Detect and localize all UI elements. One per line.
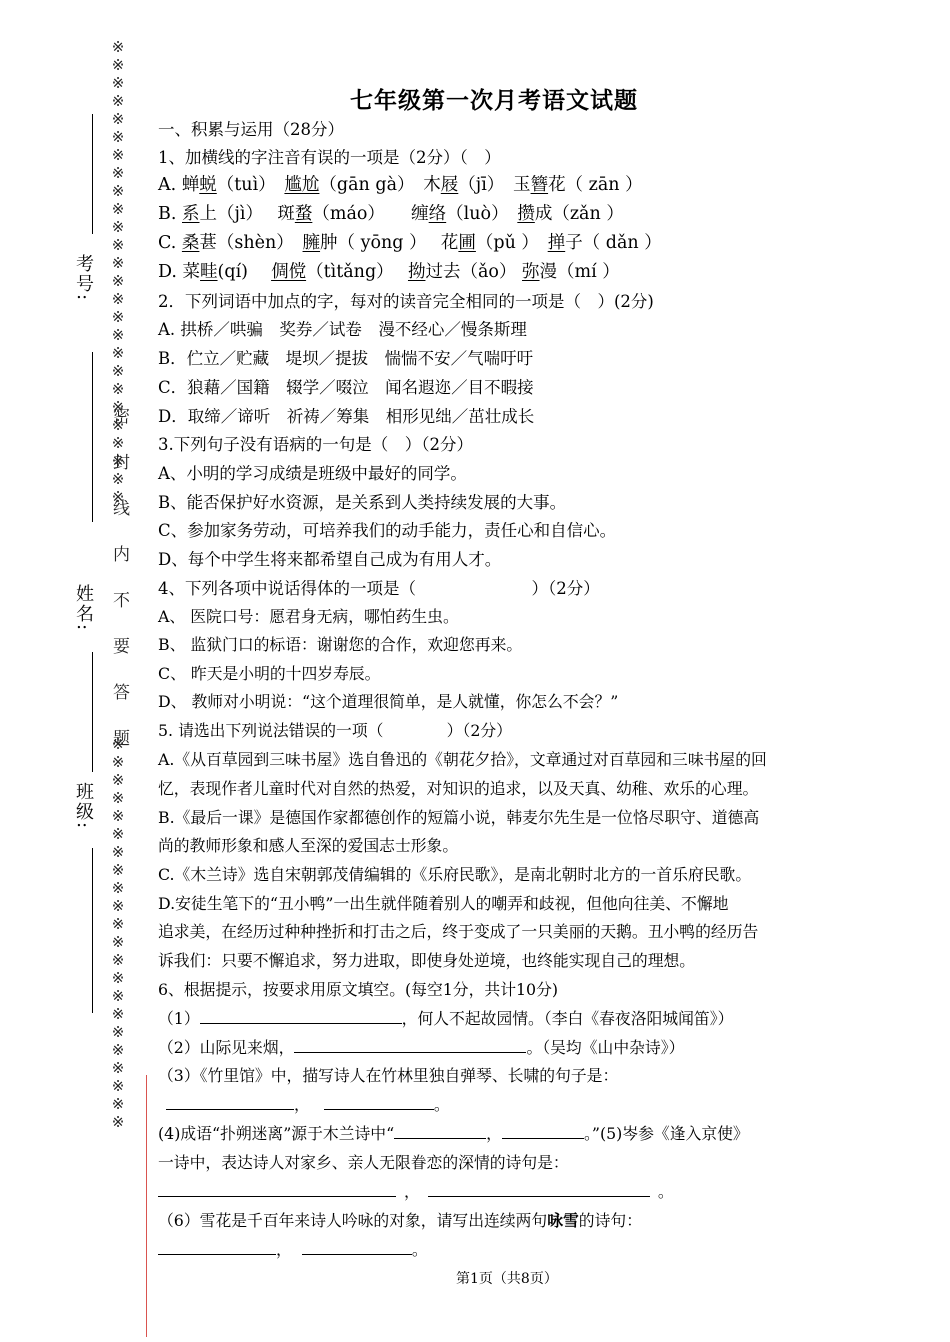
page-footer: 第1页（共8页） [456, 1271, 558, 1287]
q5-option-d-line2: 追求美，在经历过种种挫折和打击之后，终于变成了一只美丽的天鹅。丑小鸭的经历告 [158, 922, 759, 941]
question-4: 4、下列各项中说话得体的一项是（ ）（2分） [158, 579, 600, 598]
answer-blank[interactable] [502, 1124, 584, 1139]
question-5: 5. 请选出下列说法错误的一项（ ）（2分） [158, 721, 512, 740]
q3-option-c: C、参加家务劳动，可培养我们的动手能力，责任心和自信心。 [158, 521, 617, 540]
q5-option-b-line1: B.《最后一课》是德国作家都德创作的短篇小说，韩麦尔先生是一位恪尽职守、道德高 [158, 808, 760, 827]
q6-item-1: （1） ，何人不起故园情。（李白《春夜洛阳城闻笛》） [158, 1009, 734, 1028]
q2-option-c: C．狼藉／国籍 辍学／啜泣 闻名遐迩／目不暇接 [158, 378, 534, 397]
q6-item-5-answers: ， 。 [158, 1179, 674, 1202]
answer-blank[interactable] [158, 1182, 396, 1197]
margin-red-line [146, 1075, 147, 1337]
q4-option-a: A、 医院口号：愿君身无病，哪怕药生虫。 [158, 607, 459, 626]
class-line-bottom [92, 848, 93, 1013]
section-heading: 一、积累与运用（28分） [158, 120, 344, 139]
answer-blank[interactable] [294, 1038, 526, 1053]
q6-item-6: （6）雪花是千百年来诗人吟咏的对象，请写出连续两句咏雪的诗句： [158, 1211, 642, 1230]
name-label: 姓名: [73, 584, 94, 633]
question-2: 2．下列词语中加点的字，每对的读音完全相同的一项是（ ）(2分) [158, 292, 654, 311]
answer-blank[interactable] [158, 1240, 276, 1255]
q1-option-a: A. 蝉蜕（tuì） 尴尬（gān gà） 木屐（jī） 玉簪花（ zān ） [158, 175, 643, 195]
answer-blank[interactable] [200, 1009, 402, 1024]
name-line [92, 352, 93, 522]
q6-item-2: （2）山际见来烟， 。（吴均《山中杂诗》） [158, 1038, 685, 1057]
answer-blank[interactable] [302, 1240, 412, 1255]
q1-option-b: B. 系上（jì） 斑蝥（máo） 缠络（luò） 攒成（zǎn ） [158, 204, 624, 224]
answer-blank[interactable] [324, 1095, 434, 1110]
q3-option-a: A、小明的学习成绩是班级中最好的同学。 [158, 464, 467, 483]
seal-marks-lower: ※※※※※※※※※※※※※※※※※※※※※※ [109, 735, 127, 1131]
answer-blank[interactable] [428, 1182, 650, 1197]
q5-option-a-line1: A.《从百草园到三味书屋》选自鲁迅的《朝花夕拾》，文章通过对百草园和三味书屋的回 [158, 750, 767, 769]
exam-number-line [92, 114, 93, 234]
q3-option-b: B、能否保护好水资源，是关系到人类持续发展的大事。 [158, 493, 567, 512]
class-line-top [92, 652, 93, 772]
q6-item-3-answers: ， 。 [158, 1092, 450, 1115]
q6-item-6-answers: ， 。 [158, 1237, 428, 1260]
q2-option-b: B．伫立／贮藏 堤坝／提拔 惴惴不安／气喘吁吁 [158, 349, 534, 368]
exam-number-label: 考号: [73, 254, 94, 303]
q6-item-3: （3）《竹里馆》中，描写诗人在竹林里独自弹琴、长啸的句子是： [158, 1066, 619, 1085]
q5-option-d-line1: D.安徒生笔下的“丑小鸭”一出生就伴随着别人的嘲弄和歧视，但他向往美、不懈地 [158, 894, 729, 913]
seal-line-notice: 密 封 线 内 不 要 答 题 [109, 407, 129, 752]
q3-option-d: D、每个中学生将来都希望自己成为有用人才。 [158, 550, 502, 569]
seal-marks-top: ※※※※※※※※※※※※※※※※※※※※※※※※※※ [109, 38, 127, 506]
class-label: 班级: [73, 782, 94, 831]
q2-option-a: A. 拱桥／哄骗 奖券／试卷 漫不经心／慢条斯理 [158, 320, 527, 339]
q2-option-d: D．取缔／谛听 祈祷／筹集 相形见绌／茁壮成长 [158, 407, 535, 426]
q1-option-c: C. 桑葚（shèn） 臃肿（ yōng ） 花圃（pǔ ） 掸子（ dǎn ） [158, 233, 662, 253]
q5-option-b-line2: 尚的教师形象和感人至深的爱国志士形象。 [158, 836, 459, 855]
q5-option-c: C.《木兰诗》选自宋朝郭茂倩编辑的《乐府民歌》，是南北朝时北方的一首乐府民歌。 [158, 865, 752, 884]
question-6: 6、根据提示，按要求用原文填空。(每空1分，共计10分) [158, 980, 559, 999]
q6-item-5: 一诗中，表达诗人对家乡、亲人无限眷恋的深情的诗句是： [158, 1153, 569, 1172]
question-1: 1、加横线的字注音有误的一项是（2分）（ ） [158, 148, 501, 167]
q1-option-d: D. 菜畦(qí) 倜傥（tìtǎng） 拗过去（ǎo） 弥漫（mí ） [158, 262, 620, 282]
q4-option-b: B、 监狱门口的标语：谢谢您的合作，欢迎您再来。 [158, 635, 523, 654]
question-3: 3.下列句子没有语病的一句是（ ）（2分） [158, 435, 473, 454]
q6-item-4: (4)成语“扑朔迷离”源于木兰诗中“ ， 。”(5)岑参《逢入京使》 [158, 1124, 749, 1143]
answer-blank[interactable] [394, 1124, 486, 1139]
page-title: 七年级第一次月考语文试题 [350, 87, 638, 114]
q5-option-a-line2: 忆，表现作者儿童时代对自然的热爱，对知识的追求，以及天真、幼稚、欢乐的心理。 [158, 779, 759, 798]
q4-option-c: C、 昨天是小明的十四岁寿辰。 [158, 664, 381, 683]
q5-option-d-line3: 诉我们：只要不懈追求，努力进取，即使身处逆境，也终能实现自己的理想。 [158, 951, 696, 970]
q4-option-d: D、 教师对小明说：“这个道理很简单，是人就懂，你怎么不会？” [158, 692, 619, 711]
answer-blank[interactable] [166, 1095, 294, 1110]
